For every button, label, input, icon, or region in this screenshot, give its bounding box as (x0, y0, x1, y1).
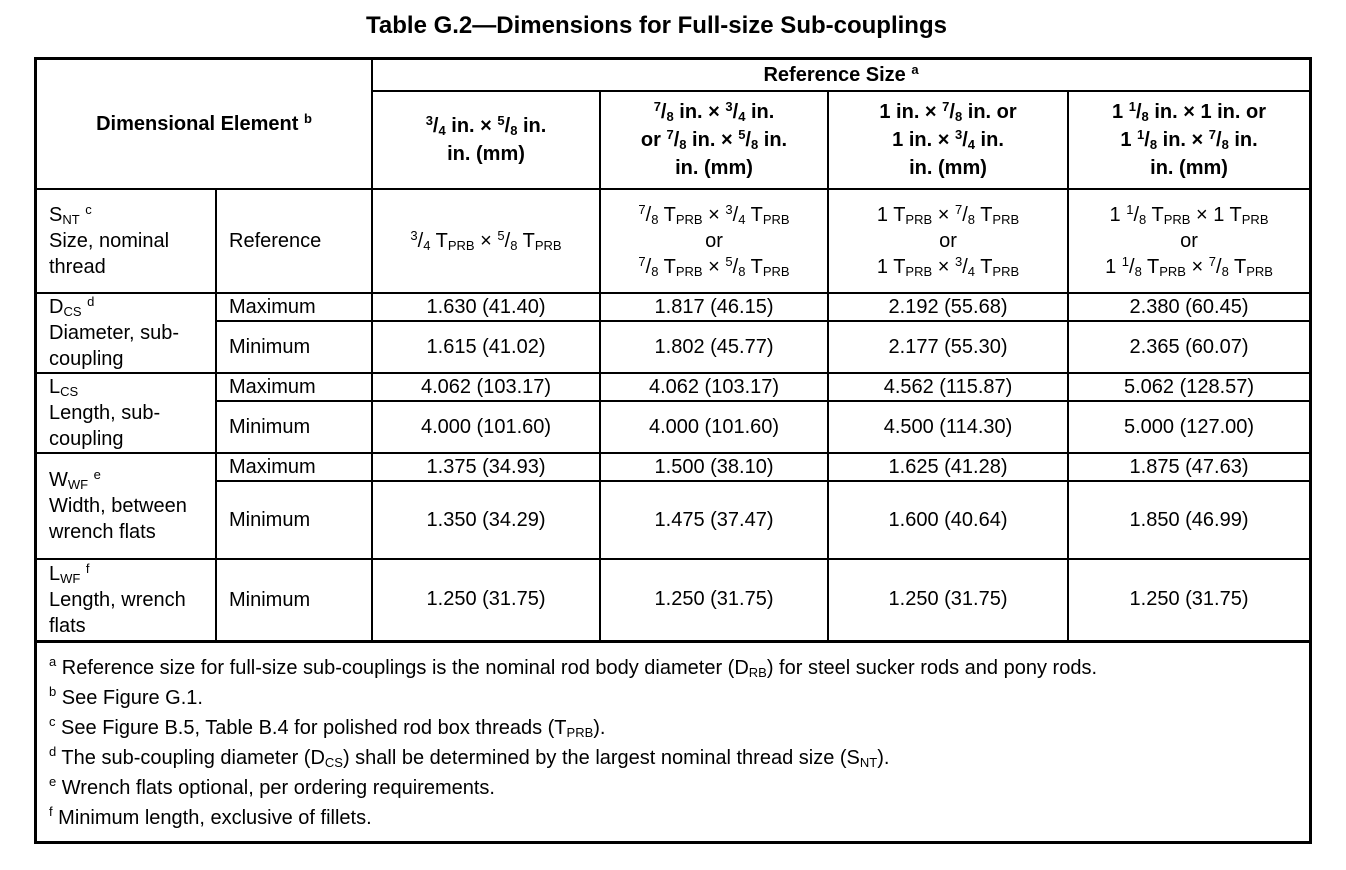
dimensional-element-header (37, 60, 372, 189)
value-cell: 2.177 (55.30) (828, 321, 1068, 373)
value-cell: 1.375 (34.93) (372, 453, 600, 481)
reference-size-header (372, 60, 1309, 91)
value-cell: 1.250 (31.75) (372, 559, 600, 641)
value-cell: 4.500 (114.30) (828, 401, 1068, 453)
reference-label: Reference (216, 189, 372, 293)
value-cell: 1.350 (34.29) (372, 481, 600, 559)
element-cell-dcs: $D_{CS}$ $^d$ Diameter, sub-coupling (37, 293, 216, 373)
footnote-e: $^e$ Wrench flats optional, per ordering requirements. (49, 773, 495, 799)
value-cell: 1.250 (31.75) (600, 559, 828, 641)
element-cell-wwf: $W_{WF}$ $^e$ Width, between wrench flats (37, 453, 216, 559)
size-header-col1: $^3/_4$ in. × $^5/_8$ in. in. (mm) (372, 91, 600, 189)
value-cell: 1.850 (46.99) (1068, 481, 1309, 559)
value-cell: 1.817 (46.15) (600, 293, 828, 321)
table-row (37, 559, 1309, 641)
value-cell: 5.000 (127.00) (1068, 401, 1309, 453)
minimum-label: Minimum (216, 401, 372, 453)
maximum-label: Maximum (216, 373, 372, 401)
value-cell: 1.250 (31.75) (828, 559, 1068, 641)
value-cell: 1.630 (41.40) (372, 293, 600, 321)
footnote-f: $^f$ Minimum length, exclusive of fillets. (49, 803, 372, 829)
value-cell: 5.062 (128.57) (1068, 373, 1309, 401)
value-cell: 1.500 (38.10) (600, 453, 828, 481)
value-cell: 2.192 (55.68) (828, 293, 1068, 321)
table-row (37, 293, 1309, 321)
value-cell: 1.802 (45.77) (600, 321, 828, 373)
value-cell: 4.062 (103.17) (600, 373, 828, 401)
table-row (37, 481, 1309, 559)
value-cell: 4.062 (103.17) (372, 373, 600, 401)
footnote-b: $^b$ See Figure G.1. (49, 683, 203, 709)
footnote-d: $^d$ The sub-coupling diameter $(D_{CS})$ shall be determined by the largest nominal thread size $(S_{NT})$. (49, 743, 890, 770)
snt-cell-col1: $^3/_4$ $T_{PRB} \times ^5/_8$ $T_{PRB}$ (372, 189, 600, 293)
dimensions-table (37, 60, 1309, 643)
element-cell-snt: $S_{NT}$ $^c$ Size, nominal thread (37, 189, 216, 293)
maximum-label: Maximum (216, 293, 372, 321)
snt-cell-col4: 1 $^1/_8$ $T_{PRB} \times 1$ $T_{PRB}$ or 1 $^1/_8$ $T_{PRB} \times ^7/_8$ $T_{PRB}$ (1068, 189, 1309, 293)
minimum-label: Minimum (216, 321, 372, 373)
value-cell: 1.250 (31.75) (1068, 559, 1309, 641)
table-row (37, 453, 1309, 481)
value-cell: 1.875 (47.63) (1068, 453, 1309, 481)
element-cell-lcs: $L_{CS}$ Length, sub-coupling (37, 373, 216, 453)
value-cell: 2.365 (60.07) (1068, 321, 1309, 373)
value-cell: 1.600 (40.64) (828, 481, 1068, 559)
size-header-col2: $^7/_8$ in. × $^3/_4$ in. or $^7/_8$ in. × $^5/_8$ in. in. (mm) (600, 91, 828, 189)
table-row (37, 373, 1309, 401)
snt-cell-col3: 1 $T_{PRB} \times ^7/_8$ $T_{PRB}$ or 1 $T_{PRB} \times ^3/_4$ $T_{PRB}$ (828, 189, 1068, 293)
dimensions-table-frame (34, 57, 1312, 844)
reference-size-label: Reference Size (763, 64, 906, 86)
value-cell: 1.625 (41.28) (828, 453, 1068, 481)
dimensional-element-label: Dimensional Element (96, 113, 299, 135)
element-cell-lwf: $L_{WF}$ $^f$ Length, wrench flats (37, 559, 216, 641)
footnotes (37, 643, 1309, 833)
maximum-label: Maximum (216, 453, 372, 481)
value-cell: 1.615 (41.02) (372, 321, 600, 373)
footnote-mark: a (911, 62, 919, 77)
snt-cell-col2: $^7/_8$ $T_{PRB} \times ^3/_4$ $T_{PRB}$ or $^7/_8$ $T_{PRB} \times ^5/_8$ $T_{PRB}$ (600, 189, 828, 293)
value-cell: 2.380 (60.45) (1068, 293, 1309, 321)
minimum-label: Minimum (216, 481, 372, 559)
table-row-snt (37, 189, 1309, 293)
footnote-mark: b (303, 111, 312, 126)
value-cell: 1.475 (37.47) (600, 481, 828, 559)
size-header-col4: 1 $^1/_8$ in. × 1 in. or 1 $^1/_8$ in. × $^7/_8$ in. in. (mm) (1068, 91, 1309, 189)
value-cell: 4.000 (101.60) (372, 401, 600, 453)
value-cell: 4.562 (115.87) (828, 373, 1068, 401)
table-row (37, 401, 1309, 453)
size-header-col3: 1 in. × $^7/_8$ in. or 1 in. × $^3/_4$ in. in. (mm) (828, 91, 1068, 189)
footnote-a: $^a$ Reference size for full-size sub-couplings is the nominal rod body diameter $(D_{RB})$ for steel sucker rods and pony rods. (49, 653, 1097, 680)
minimum-label: Minimum (216, 559, 372, 641)
footnote-c: $^c$ See Figure B.5, Table B.4 for polished rod box threads $(T_{PRB})$. (49, 713, 606, 740)
value-cell: 4.000 (101.60) (600, 401, 828, 453)
table-row (37, 321, 1309, 373)
table-title: Table G.2—Dimensions for Full-size Sub-couplings (366, 12, 947, 39)
